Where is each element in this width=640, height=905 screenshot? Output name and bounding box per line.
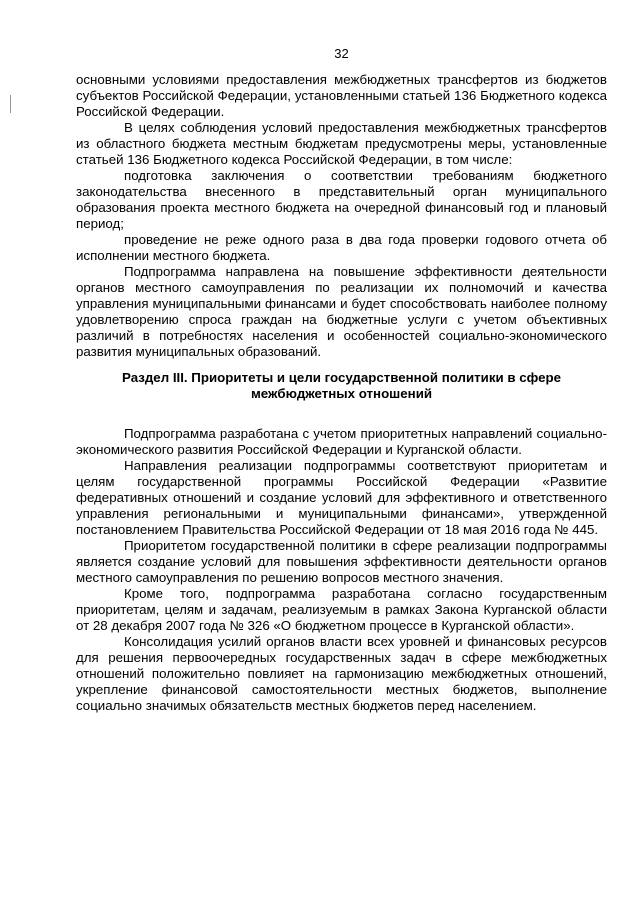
- paragraph: Приоритетом государственной политики в сфере реализации подпрограммы является создание условий для повышения эффективности деятельности органов местного самоуправления по решению вопросов местного значения.: [76, 538, 607, 585]
- paragraph: проведение не реже одного раза в два года проверки годового отчета об исполнении местного бюджета.: [76, 232, 607, 263]
- paragraph: В целях соблюдения условий предоставления межбюджетных трансфертов из областного бюджета местным бюджетам предусмотрены меры, установленные статьей 136 Бюджетного кодекса Российской Федерации, в том числе:: [76, 120, 607, 167]
- section-heading: [76, 370, 607, 402]
- section-heading-line: межбюджетных отношений: [250, 386, 433, 401]
- paragraph: Консолидация усилий органов власти всех уровней и финансовых ресурсов для решения первоочередных государственных задач в сфере межбюджетных отношений положительно повлияет на гармонизацию межбюджетных отношений, укрепление финансовой самостоятельности местных бюджетов, выполнение социально значимых обязательств местных бюджетов перед населением.: [76, 634, 607, 713]
- paragraph: Кроме того, подпрограмма разработана согласно государственным приоритетам, целям и задачам, реализуемым в рамках Закона Курганской области от 28 декабря 2007 года № 326 «О бюджетном процессе в Курганской области».: [76, 586, 607, 633]
- paragraph: Подпрограмма направлена на повышение эффективности деятельности органов местного самоуправления по реализации их полномочий и качества управления муниципальными финансами и будет способствовать наиболее полному удовлетворению спроса граждан на бюджетные услуги с учетом объективных различий в потребностях населения и особенностей социально-экономического развития муниципальных образований.: [76, 264, 607, 359]
- margin-mark: [10, 95, 11, 113]
- paragraph: подготовка заключения о соответствии требованиям бюджетного законодательства внесенного в представительный орган муниципального образования проекта местного бюджета на очередной финансовый год и плановый период;: [76, 168, 607, 231]
- document-page: [76, 46, 607, 714]
- paragraph: основными условиями предоставления межбюджетных трансфертов из бюджетов субъектов Российской Федерации, установленными статьей 136 Бюджетного кодекса Российской Федерации.: [76, 72, 607, 119]
- section-heading-line: Раздел III. Приоритеты и цели государственной политики в сфере: [122, 370, 561, 385]
- page-number: 32: [334, 46, 349, 61]
- paragraph: Направления реализации подпрограммы соответствуют приоритетам и целям государственной программы Российской Федерации «Развитие федеративных отношений и создание условий для эффективного и ответственного управления региональными и муниципальными финансами», утвержденной постановлением Правительства Российской Федерации от 18 мая 2016 года № 445.: [76, 458, 607, 537]
- paragraph: Подпрограмма разработана с учетом приоритетных направлений социально-экономического развития Российской Федерации и Курганской области.: [76, 426, 607, 457]
